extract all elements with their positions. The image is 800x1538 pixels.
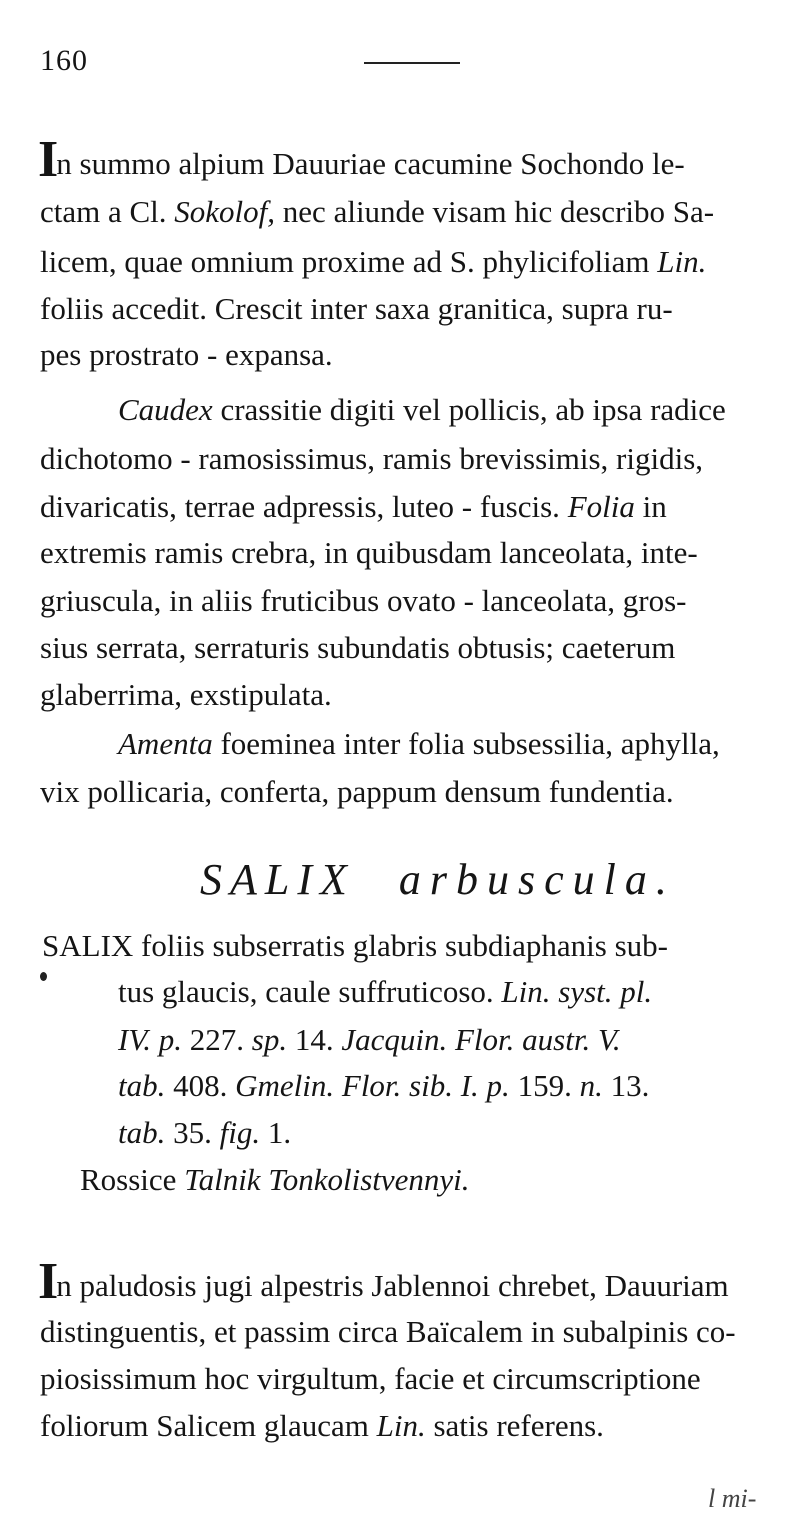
text: crassitie digiti vel pollicis, ab ipsa radice	[212, 392, 726, 427]
paragraph-3-line-1	[118, 726, 720, 762]
text: SALIX foliis subserratis glabris subdiaphanis sub-	[42, 928, 668, 963]
text: extremis ramis crebra, in quibusdam lanceolata, inte-	[40, 535, 698, 570]
paragraph-4-line-1	[38, 1253, 729, 1310]
text: griuscula, in aliis fruticibus ovato - lanceolata, gros-	[40, 583, 687, 618]
italic-text: Jacquin. Flor. austr. V.	[341, 1022, 621, 1057]
text: glaberrima, exstipulata.	[40, 677, 332, 712]
text: vix pollicaria, conferta, pappum densum fundentia.	[40, 774, 674, 809]
paragraph-1-line-1	[38, 131, 685, 188]
paragraph-2-line-3	[40, 489, 667, 525]
text: foeminea inter folia subsessilia, aphylla,	[212, 726, 720, 761]
italic-text: Folia	[567, 489, 635, 524]
synonymy-line-3	[118, 1022, 621, 1058]
paragraph-1-line-4	[40, 291, 673, 327]
species-epithet: arbuscula.	[398, 855, 676, 904]
paragraph-2-line-6	[40, 630, 675, 666]
text: foliis accedit. Crescit inter saxa granitica, supra ru-	[40, 291, 673, 326]
italic-text: Lin.	[376, 1408, 426, 1443]
italic-text: Gmelin. Flor. sib. I. p.	[235, 1068, 510, 1103]
synonymy-line-4	[118, 1068, 649, 1104]
dropcap: I	[38, 1253, 57, 1310]
text: 13.	[602, 1068, 650, 1103]
text: distinguentis, et passim circa Baïcalem in subalpinis co-	[40, 1314, 736, 1349]
text: n paludosis jugi alpestris Jablennoi chrebet, Dauuriam	[56, 1268, 729, 1303]
text: nec aliunde visam hic describo Sa-	[275, 194, 715, 229]
paragraph-4-line-2	[40, 1314, 736, 1350]
text: licem, quae omnium proxime ad S. phylicifoliam	[40, 244, 658, 279]
text: Rossice	[80, 1162, 185, 1197]
paragraph-2-line-5	[40, 583, 687, 619]
paragraph-2-line-1	[118, 392, 726, 428]
text: 35.	[165, 1115, 220, 1150]
paragraph-4-line-3	[40, 1361, 701, 1397]
italic-text: Amenta	[118, 726, 213, 761]
italic-text: Caudex	[118, 392, 213, 427]
italic-text: tab.	[118, 1115, 166, 1150]
text: n summo alpium Dauuriae cacumine Sochondo le-	[56, 146, 685, 181]
italic-text: fig.	[219, 1115, 261, 1150]
catchword: l mi-	[708, 1484, 757, 1513]
synonymy-line-2	[118, 974, 652, 1010]
page-number: 160	[40, 44, 88, 77]
text: sius serrata, serraturis subundatis obtusis; caeterum	[40, 630, 676, 665]
paragraph-1-line-2	[40, 194, 714, 230]
paragraph-2-line-2	[40, 441, 703, 477]
text: ctam a Cl.	[40, 194, 175, 229]
italic-text: sp.	[251, 1022, 288, 1057]
paragraph-2-line-7	[40, 677, 332, 713]
italic-text: Lin. syst. pl.	[501, 974, 653, 1009]
text: piosissimum hoc virgultum, facie et circumscriptione	[40, 1361, 701, 1396]
bullet-mark	[40, 972, 47, 981]
synonymy-line-1	[42, 928, 668, 964]
synonymy-line-6	[80, 1162, 470, 1198]
text: pes prostrato - expansa.	[40, 337, 333, 372]
paragraph-3-line-2	[40, 774, 674, 810]
genus-name: SALIX	[200, 855, 355, 904]
text: divaricatis, terrae adpressis, luteo - fuscis.	[40, 489, 568, 524]
text: dichotomo - ramosissimus, ramis brevissimis, rigidis,	[40, 441, 704, 476]
text: 408.	[165, 1068, 236, 1103]
species-title	[200, 854, 676, 905]
paragraph-2-line-4	[40, 535, 698, 571]
italic-text: Sokolof,	[174, 194, 276, 229]
text: tus glaucis, caule suffruticoso.	[118, 974, 502, 1009]
italic-text: IV. p.	[118, 1022, 183, 1057]
italic-text: n.	[579, 1068, 603, 1103]
paragraph-1-line-5	[40, 337, 333, 373]
text: 1.	[260, 1115, 292, 1150]
header-rule	[364, 62, 460, 64]
text: 227.	[182, 1022, 252, 1057]
text: foliorum Salicem glaucam	[40, 1408, 377, 1443]
text: satis referens.	[425, 1408, 604, 1443]
dropcap: I	[38, 131, 57, 188]
paragraph-4-line-4	[40, 1408, 604, 1444]
paragraph-1-line-3	[40, 244, 706, 280]
italic-text: Lin.	[657, 244, 707, 279]
italic-text: Talnik Tonkolistvennyi.	[184, 1162, 470, 1197]
text: 159.	[509, 1068, 580, 1103]
italic-text: tab.	[118, 1068, 166, 1103]
text: 14.	[287, 1022, 342, 1057]
synonymy-line-5	[118, 1115, 291, 1151]
text: in	[634, 489, 667, 524]
